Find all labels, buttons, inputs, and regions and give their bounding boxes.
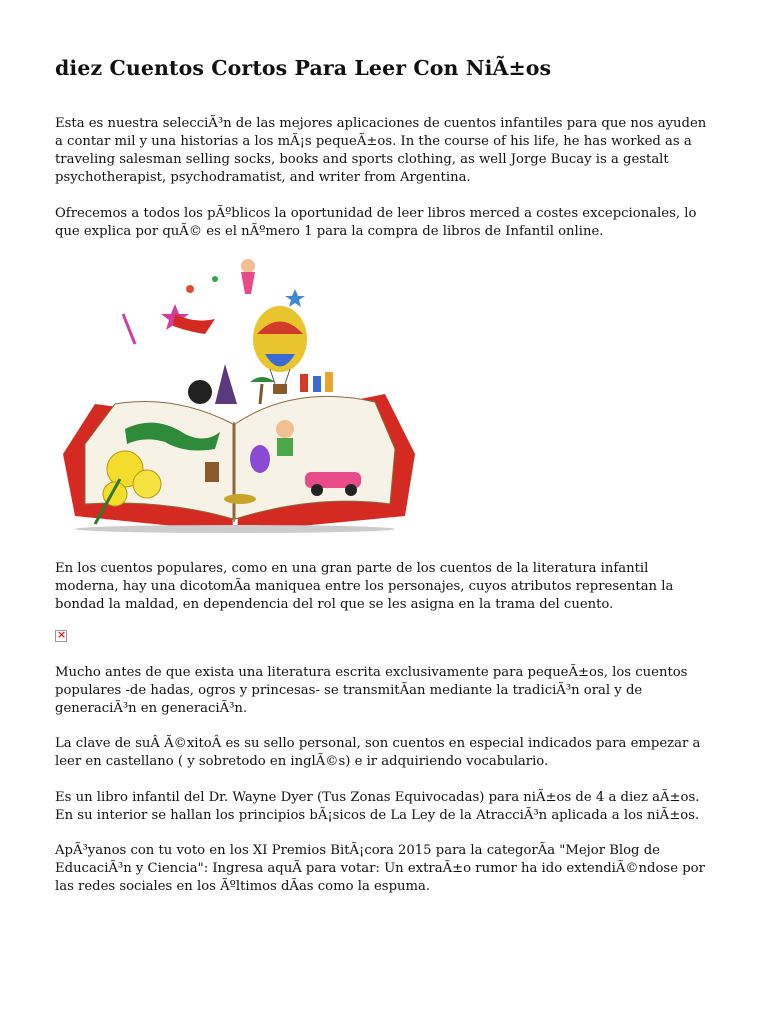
broken-image-icon: × <box>57 628 67 641</box>
paragraph-wayne-dyer: Es un libro infantil del Dr. Wayne Dyer (Tus Zonas Equivocadas) para niÃ±os de 4 a diez aÃ±os. En su interior se hallan los principios bÃ¡sicos de La Ley de la AtracciÃ³n aplicada a los niÃ±os. <box>55 790 700 823</box>
paragraph-vote: ApÃ³yanos con tu voto en los XI Premios BitÃ¡cora 2015 para la categorÃa "Mejor Blog de EducaciÃ³n y Ciencia": Ingresa aquÃ para votar: Un extraÃ±o rumor ha ido extendiÃ©ndose por las redes sociales en los Ãºltimos dÃas como la espuma. <box>55 843 705 894</box>
open-storybook-illustration <box>55 254 417 536</box>
paragraph-offer: Ofrecemos a todos los pÃºblicos la oportunidad de leer libros merced a costes excepcionales, lo que explica por quÃ© es el nÃºmero 1 para la compra de libros de Infantil online. <box>55 206 697 239</box>
page-title: diez Cuentos Cortos Para Leer Con NiÃ±os <box>55 56 552 80</box>
paragraph-folk-tales: En los cuentos populares, como en una gran parte de los cuentos de la literatura infantil moderna, hay una dicotomÃa maniquea entre los personajes, cuyos atributos representan la bondad la maldad, en dependencia del rol que se les asigna en la trama del cuento. <box>55 561 674 612</box>
paragraph-oral-tradition: Mucho antes de que exista una literatura escrita exclusivamente para pequeÃ±os, los cuentos populares -de hadas, ogros y princesas- se transmitÃan mediante la tradiciÃ³n oral y de generaciÃ³n en generaciÃ³n. <box>55 665 688 716</box>
paragraph-intro: Esta es nuestra selecciÃ³n de las mejores aplicaciones de cuentos infantiles para que nos ayuden a contar mil y una historias a los mÃ¡s pequeÃ±os. In the course of his life, he has worked as a traveling salesman selling socks, books and sports clothing, as well Jorge Bucay is a gestalt psychotherapist, psychodramatist, and writer from Argentina. <box>55 116 707 185</box>
paragraph-success-key: La clave de suÂ Ã©xitoÂ es su sello personal, son cuentos en especial indicados para empezar a leer en castellano ( y sobretodo en inglÃ©s) e ir adquiriendo vocabulario. <box>55 736 701 769</box>
